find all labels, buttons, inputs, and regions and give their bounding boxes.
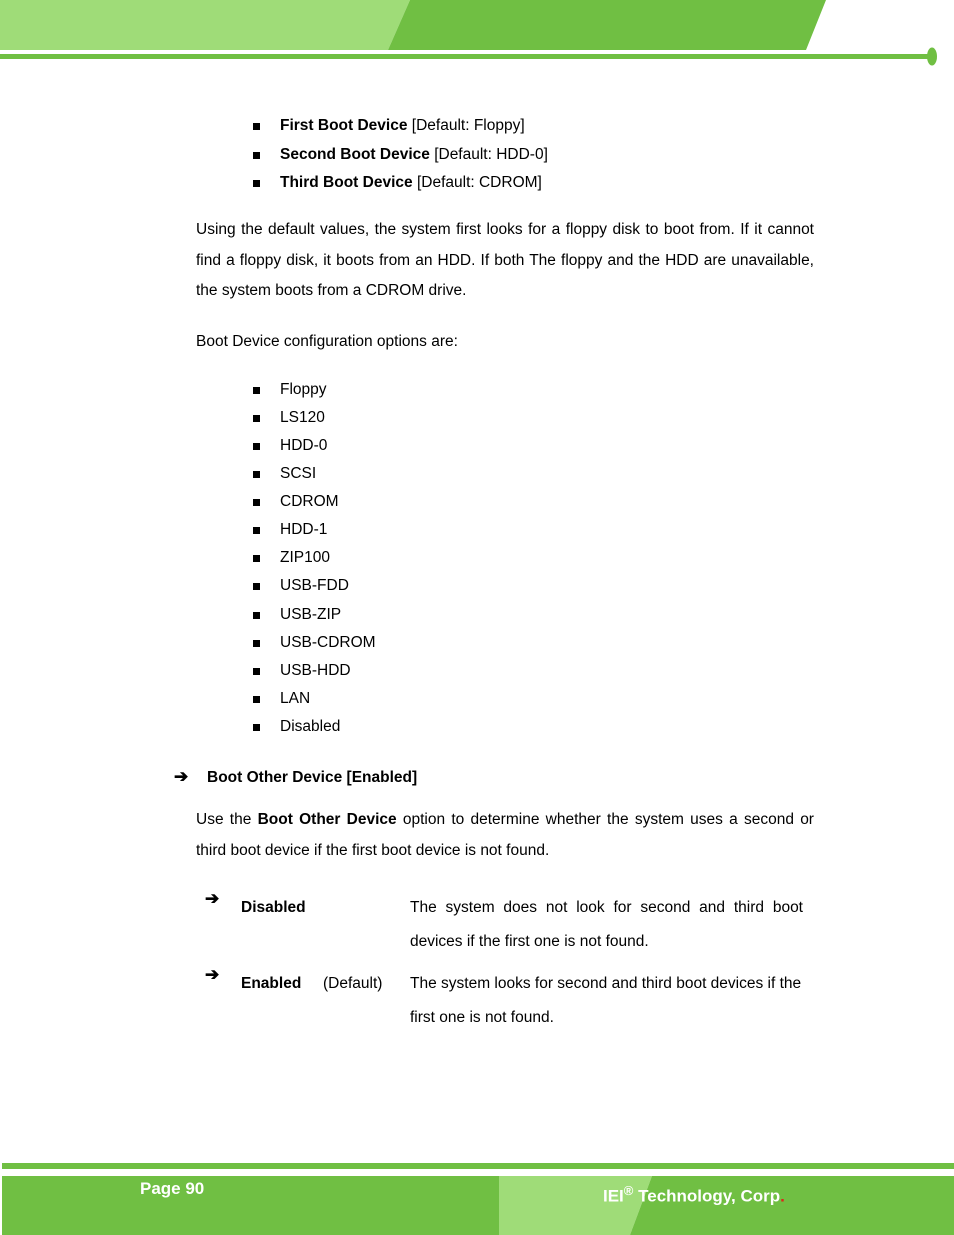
bullet-icon [253,583,260,590]
desc-option-name: Boot Other Device [257,811,397,828]
boot-device-label: Third Boot Device [280,174,413,191]
setting-description: The system looks for second and third boot devices if the first one is not found. [410,975,802,1026]
bullet-icon [253,443,260,450]
company-label: Technology, Corp [638,1186,781,1206]
bullet-icon [253,724,260,731]
option-label: Floppy [280,381,327,398]
boot-device-label: Second Boot Device [280,146,430,163]
bullet-icon [253,123,260,130]
arrow-right-icon: ➔ [205,965,220,984]
section-description [196,805,814,866]
bullet-icon [253,527,260,534]
option-label: Disabled [280,718,341,735]
bullet-icon [253,152,260,159]
company-name [603,1183,785,1207]
registered-mark: ® [623,1183,634,1198]
bullet-icon [253,180,260,187]
bullet-icon [253,640,260,647]
section-title: Boot Other Device [Enabled] [207,769,418,786]
intro-paragraph: Using the default values, the system first looks for a floppy disk to boot from. If it cannot find a floppy disk, it boots from an HDD. If both The floppy and the HDD are unavailable, the system boots from a CDROM drive. [196,221,814,299]
option-label: HDD-1 [280,521,328,538]
page-number: Page 90 [140,1179,205,1198]
boot-device-default: [Default: CDROM] [416,174,542,191]
bullet-icon [253,499,260,506]
setting-description: The system does not look for second and third boot devices if the first one is not found. [410,899,803,950]
option-label: USB-ZIP [280,606,342,623]
option-label: LS120 [280,409,325,426]
company-dot: . [780,1186,785,1206]
arrow-right-icon: ➔ [174,767,189,786]
options-heading: Boot Device configuration options are: [196,333,458,350]
boot-device-default: [Default: Floppy] [411,117,525,134]
option-label: HDD-0 [280,437,328,454]
option-label: CDROM [280,493,339,510]
bullet-icon [253,612,260,619]
bullet-icon [253,387,260,394]
boot-device-label: First Boot Device [280,117,408,134]
option-label: USB-HDD [280,662,351,679]
setting-name: Disabled [241,899,306,916]
page-footer [0,1160,954,1235]
desc-prefix: Use the [196,811,258,828]
arrow-right-icon: ➔ [205,889,220,908]
page-header [0,0,954,70]
bullet-icon [253,471,260,478]
desc-suffix: option to determine whether the system uses a second or third boot device if the first boot device is not found. [196,811,814,859]
boot-device-default: [Default: HDD-0] [434,146,548,163]
bullet-icon [253,555,260,562]
option-label: ZIP100 [280,549,330,566]
option-label: LAN [280,690,311,707]
brand-logo-text: IEI [603,1186,624,1206]
header-banner [0,0,954,70]
setting-name: Enabled [241,975,302,992]
bullet-icon [253,415,260,422]
bullet-icon [253,668,260,675]
setting-note: (Default) [323,975,383,992]
option-label: USB-FDD [280,577,349,594]
bullet-icon [253,696,260,703]
option-label: SCSI [280,465,317,482]
option-label: USB-CDROM [280,634,376,651]
